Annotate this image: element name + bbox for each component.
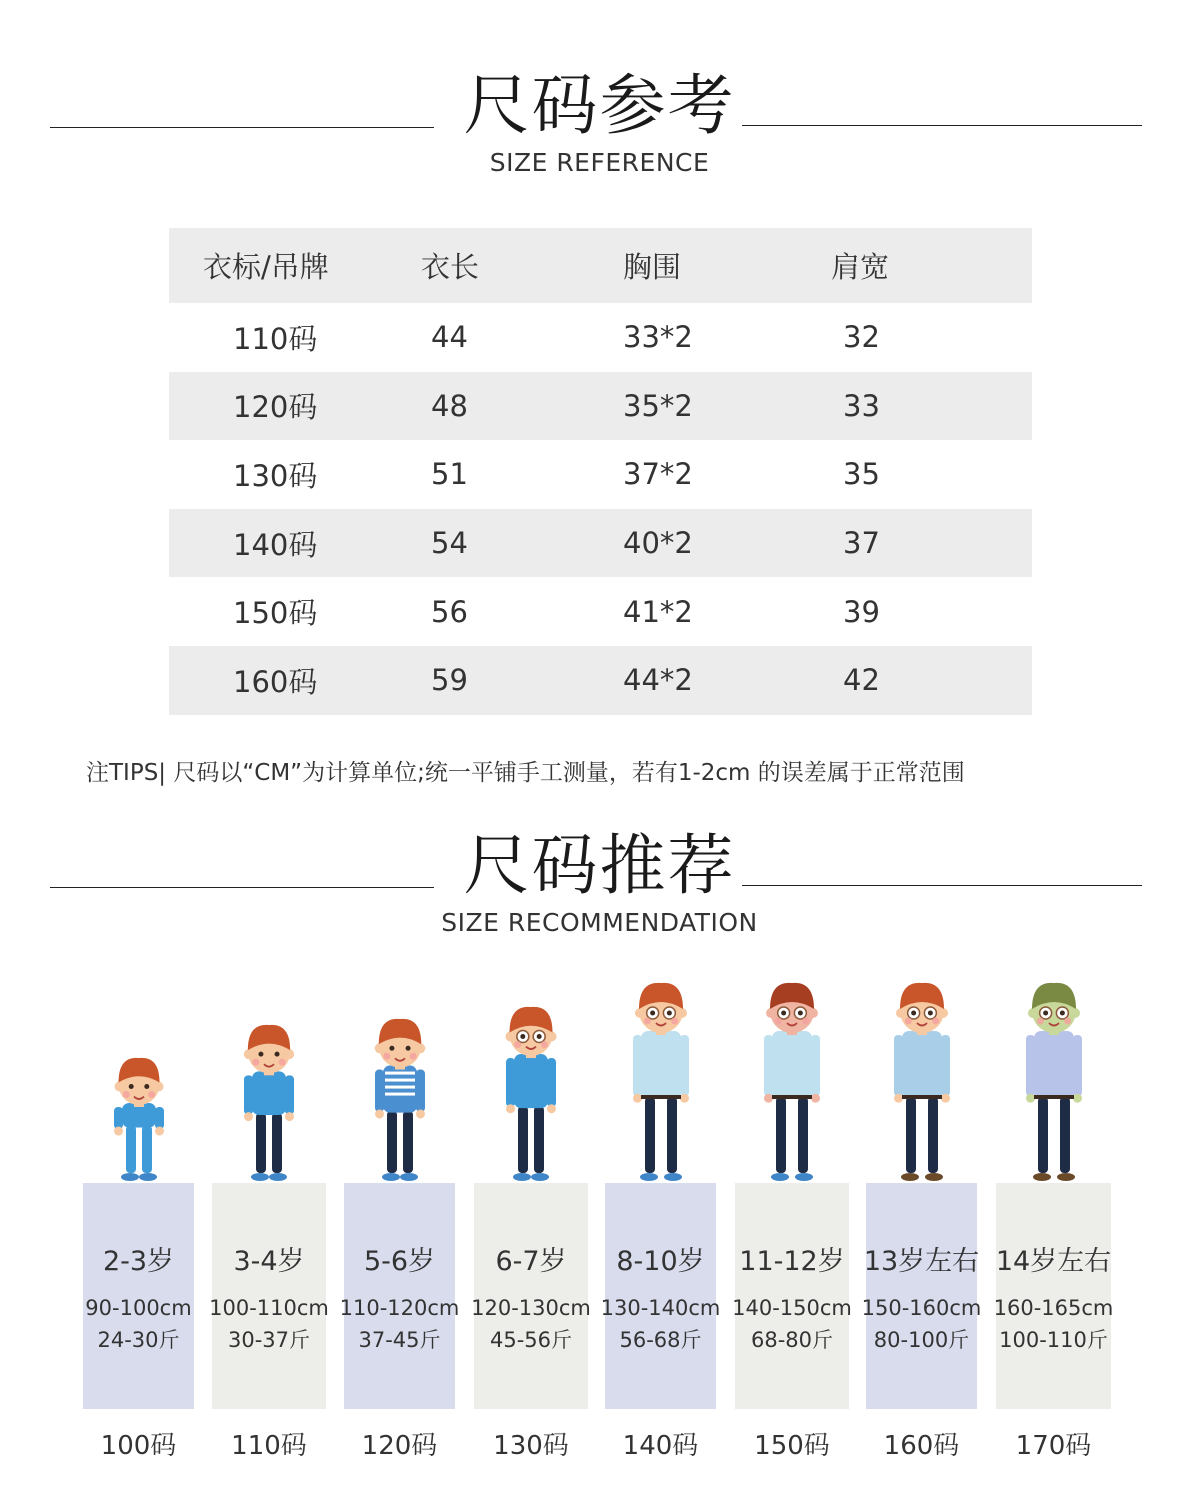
cheek-right — [802, 1018, 809, 1025]
header-label: 衣标/吊牌 — [203, 250, 329, 284]
size-reference-header — [0, 62, 1199, 192]
torso — [252, 1071, 286, 1115]
card-weight-range: 45-56斤 — [489, 1328, 573, 1352]
cheek-left — [904, 1018, 911, 1025]
leg-left — [906, 1097, 916, 1173]
torso — [772, 1031, 812, 1099]
measurement-tips: 注TIPS| 尺码以“CM”为计算单位;统一平铺手工测量，若有1-2cm 的误差属于正常范围 — [86, 760, 965, 786]
arm-right — [941, 1035, 950, 1096]
shoe-left — [251, 1173, 269, 1181]
arm-left — [114, 1107, 123, 1129]
shoe-left — [771, 1173, 789, 1181]
recommended-size-label: 130码 — [493, 1431, 569, 1461]
cell-length: 56 — [431, 594, 468, 629]
hand-right — [941, 1094, 950, 1103]
card-height-range: 130-140cm — [600, 1296, 721, 1320]
pupil-left — [650, 1011, 655, 1016]
shoe-right — [400, 1173, 418, 1181]
size-card — [339, 1183, 460, 1409]
card-age: 5-6岁 — [363, 1246, 436, 1277]
card-age: 14岁左右 — [995, 1246, 1112, 1277]
cell-chest: 37*2 — [623, 457, 693, 492]
pupil-right — [275, 1052, 280, 1057]
arm-left — [764, 1035, 773, 1096]
leg-right — [534, 1106, 544, 1173]
size-card — [83, 1183, 194, 1409]
belt — [902, 1095, 942, 1099]
recommended-size-label: 100码 — [100, 1431, 177, 1461]
hand-right — [285, 1112, 294, 1121]
recommended-size-label: 170码 — [1015, 1431, 1092, 1461]
size-card — [471, 1183, 591, 1409]
cheek-right — [1064, 1018, 1071, 1025]
arm-left — [633, 1035, 642, 1096]
child-figure-icon — [355, 1017, 445, 1181]
hand-right — [680, 1094, 689, 1103]
cell-chest: 44*2 — [623, 663, 693, 698]
size-recommendation-header — [0, 822, 1199, 952]
arm-right — [811, 1035, 820, 1096]
child-figure-icon — [94, 1056, 184, 1181]
belt — [772, 1095, 812, 1099]
card-age: 2-3岁 — [102, 1246, 175, 1277]
cheek-right — [148, 1091, 155, 1098]
cell-shoulder: 42 — [843, 663, 880, 698]
shirt-stripe — [385, 1079, 415, 1082]
size-table — [169, 228, 1032, 715]
table-row — [169, 646, 1032, 715]
recommended-size-label: 150码 — [754, 1431, 830, 1461]
shoe-right — [664, 1173, 682, 1181]
child-figure-icon — [1009, 981, 1099, 1181]
hand-right — [1073, 1094, 1082, 1103]
shoe-left — [121, 1173, 139, 1181]
leg-left — [518, 1106, 528, 1173]
torso — [641, 1031, 681, 1099]
recommended-size-label: 120码 — [361, 1431, 438, 1461]
recommended-size-label: 160码 — [883, 1431, 960, 1461]
hand-left — [114, 1127, 123, 1136]
pupil-left — [911, 1011, 916, 1016]
card-height-range: 120-130cm — [471, 1296, 591, 1320]
hand-left — [894, 1094, 903, 1103]
hand-left — [633, 1094, 642, 1103]
size-card — [600, 1183, 721, 1409]
torso — [902, 1031, 942, 1099]
card-weight-range: 30-37斤 — [227, 1328, 311, 1352]
torso — [1034, 1031, 1074, 1099]
pupil-left — [389, 1046, 394, 1051]
table-row — [169, 509, 1032, 578]
header-chest: 胸围 — [623, 250, 682, 284]
card-weight-range: 100-110斤 — [999, 1328, 1108, 1352]
arm-left — [375, 1070, 384, 1112]
header-length: 衣长 — [421, 250, 480, 284]
cell-size: 150码 — [233, 596, 318, 631]
arm-left — [894, 1035, 903, 1096]
card-height-range: 150-160cm — [861, 1296, 982, 1320]
size-card — [861, 1183, 982, 1409]
card-age: 11-12岁 — [739, 1246, 845, 1277]
leg-right — [928, 1097, 938, 1173]
pupil-right — [798, 1011, 803, 1016]
cheek-left — [1036, 1018, 1043, 1025]
shirt-stripe — [385, 1086, 415, 1089]
leg-left — [776, 1097, 786, 1173]
pupil-left — [781, 1011, 786, 1016]
hand-right — [811, 1094, 820, 1103]
cell-length: 51 — [431, 457, 468, 492]
arm-right — [285, 1075, 294, 1114]
pupil-left — [258, 1052, 263, 1057]
pupil-right — [405, 1046, 410, 1051]
card-weight-range: 56-68斤 — [619, 1328, 702, 1352]
cheek-left — [122, 1091, 129, 1098]
shoe-right — [1057, 1173, 1075, 1181]
header-shoulder: 肩宽 — [831, 250, 890, 284]
leg-right — [1060, 1097, 1070, 1173]
cheek-left — [383, 1053, 390, 1060]
child-figure-icon — [616, 981, 706, 1181]
hand-left — [506, 1104, 515, 1113]
arm-left — [1026, 1035, 1035, 1096]
cheek-left — [643, 1018, 650, 1025]
cell-chest: 33*2 — [623, 320, 693, 355]
card-age: 13岁左右 — [863, 1246, 980, 1277]
hand-left — [1026, 1094, 1035, 1103]
card-height-range: 160-165cm — [993, 1296, 1114, 1320]
shirt-stripe — [385, 1072, 415, 1075]
belt — [1034, 1095, 1074, 1099]
cell-length: 48 — [431, 388, 468, 423]
cell-size: 140码 — [233, 527, 318, 562]
cheek-right — [279, 1059, 286, 1066]
table-header-row — [169, 228, 1032, 303]
arm-right — [416, 1070, 425, 1112]
arm-right — [547, 1058, 556, 1107]
recommended-size-label: 140码 — [622, 1431, 699, 1461]
arm-left — [244, 1075, 253, 1114]
pupil-right — [666, 1011, 671, 1016]
pupil-right — [537, 1034, 542, 1039]
shoe-left — [901, 1173, 919, 1181]
size-card — [993, 1183, 1114, 1409]
leg-right — [142, 1126, 152, 1174]
shoe-left — [640, 1173, 658, 1181]
card-height-range: 140-150cm — [732, 1296, 852, 1320]
child-figure-icon — [486, 1005, 576, 1181]
torso — [514, 1054, 548, 1108]
leg-left — [645, 1097, 655, 1173]
card-height-range: 110-120cm — [339, 1296, 460, 1320]
shoe-right — [795, 1173, 813, 1181]
card-height-range: 90-100cm — [85, 1296, 192, 1320]
cell-length: 54 — [431, 526, 468, 561]
cheek-right — [541, 1041, 548, 1048]
cell-shoulder: 32 — [843, 320, 880, 355]
hand-right — [155, 1127, 164, 1136]
shoe-right — [531, 1173, 549, 1181]
hand-left — [764, 1094, 773, 1103]
leg-left — [387, 1111, 397, 1173]
table-row — [169, 577, 1032, 646]
arm-right — [1073, 1035, 1082, 1096]
shirt-stripe — [385, 1093, 415, 1096]
size-reference-subtitle: SIZE REFERENCE — [489, 148, 710, 177]
table-row — [169, 372, 1032, 441]
cell-chest: 40*2 — [623, 526, 693, 561]
card-height-range: 100-110cm — [209, 1296, 329, 1320]
cell-size: 110码 — [233, 321, 318, 356]
pupil-left — [1043, 1011, 1048, 1016]
card-weight-range: 24-30斤 — [97, 1328, 180, 1352]
cheek-left — [775, 1018, 782, 1025]
leg-left — [256, 1113, 266, 1173]
leg-right — [403, 1111, 413, 1173]
pupil-right — [144, 1084, 149, 1089]
leg-left — [1038, 1097, 1048, 1173]
cell-shoulder: 33 — [843, 388, 880, 423]
shoe-left — [1033, 1173, 1051, 1181]
child-figure-icon — [224, 1023, 314, 1181]
cell-chest: 41*2 — [623, 594, 693, 629]
arm-right — [680, 1035, 689, 1096]
child-figure-icon — [877, 981, 967, 1181]
card-age: 3-4岁 — [233, 1246, 305, 1277]
size-card — [732, 1183, 852, 1409]
card-weight-range: 37-45斤 — [358, 1328, 441, 1352]
hand-right — [547, 1104, 556, 1113]
cell-length: 44 — [431, 320, 468, 355]
leg-right — [272, 1113, 282, 1173]
card-age: 6-7岁 — [495, 1246, 567, 1277]
cheek-left — [514, 1041, 521, 1048]
arm-left — [506, 1058, 515, 1107]
card-weight-range: 68-80斤 — [750, 1328, 834, 1352]
size-recommendation-title: 尺码推荐 — [463, 827, 736, 904]
size-recommendation — [0, 975, 1199, 1500]
pupil-right — [927, 1011, 932, 1016]
pupil-left — [128, 1084, 133, 1089]
leg-right — [798, 1097, 808, 1173]
child-figure-icon — [747, 981, 837, 1181]
cell-length: 59 — [431, 663, 468, 698]
cheek-right — [409, 1053, 416, 1060]
cell-size: 130码 — [233, 458, 318, 493]
cheek-left — [252, 1059, 259, 1066]
table-row — [169, 440, 1032, 509]
cheek-right — [932, 1018, 939, 1025]
cell-shoulder: 39 — [843, 594, 880, 629]
pupil-right — [1059, 1011, 1064, 1016]
shoe-right — [269, 1173, 287, 1181]
hand-left — [375, 1109, 384, 1118]
shoe-right — [139, 1173, 157, 1181]
leg-right — [667, 1097, 677, 1173]
cell-size: 160码 — [233, 664, 318, 699]
pupil-left — [520, 1034, 525, 1039]
size-card — [209, 1183, 329, 1409]
table-row — [169, 303, 1032, 372]
recommended-size-label: 110码 — [231, 1431, 307, 1461]
shoe-left — [382, 1173, 400, 1181]
cell-shoulder: 35 — [843, 457, 880, 492]
hand-right — [416, 1109, 425, 1118]
card-age: 8-10岁 — [616, 1246, 705, 1277]
shoe-right — [925, 1173, 943, 1181]
shoe-left — [513, 1173, 531, 1181]
leg-left — [126, 1126, 136, 1174]
cell-shoulder: 37 — [843, 526, 880, 561]
cell-size: 120码 — [233, 390, 318, 425]
hand-left — [244, 1112, 253, 1121]
size-reference-title: 尺码参考 — [463, 67, 736, 144]
cheek-right — [671, 1018, 678, 1025]
card-weight-range: 80-100斤 — [873, 1328, 970, 1352]
belt — [641, 1095, 681, 1099]
cell-chest: 35*2 — [623, 388, 693, 423]
arm-right — [155, 1107, 164, 1129]
size-recommendation-subtitle: SIZE RECOMMENDATION — [441, 908, 758, 937]
